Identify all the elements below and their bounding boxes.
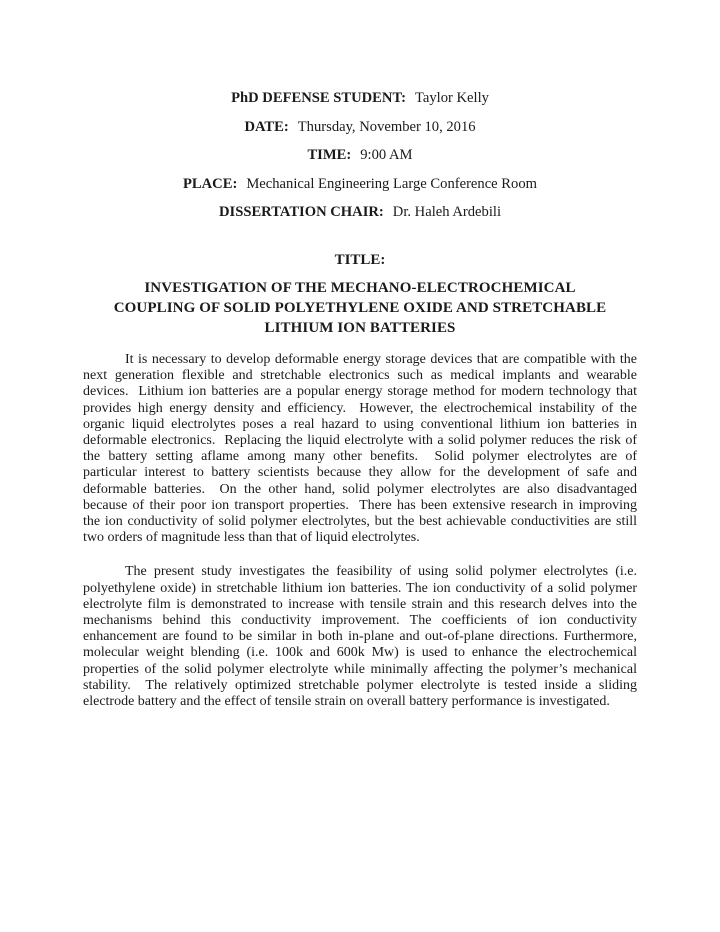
detail-value: Taylor Kelly: [414, 90, 489, 106]
detail-label: TIME:: [307, 147, 352, 164]
abstract-line: mechanisms behind this conductivity improvement. The coefficients of ion conductivity: [83, 613, 637, 629]
abstract-line: deformable batteries. On the other hand, solid polymer electrolytes are also disadvantaged: [83, 481, 637, 497]
abstract-line: the battery setting aflame among many other benefits. Solid polymer electrolytes are of: [83, 449, 637, 465]
title-heading: TITLE:: [334, 252, 386, 268]
abstract-line: because of their poor ion transport properties. There has been extensive research in improving: [83, 497, 637, 513]
abstract-line: provides high energy density and efficiency. However, the electrochemical instability of the: [83, 400, 637, 416]
abstract-line: It is necessary to develop deformable energy storage devices that are compatible with the: [125, 352, 637, 367]
dissertation-title-line: LITHIUM ION BATTERIES: [264, 320, 456, 337]
abstract-line: electrode battery and the effect of tensile strain on overall battery performance is investigated.: [83, 694, 610, 710]
abstract-line: stability. The relatively optimized stretchable polymer electrolyte is tested inside a sliding: [83, 677, 637, 693]
detail-value: Thursday, November 10, 2016: [297, 118, 476, 135]
abstract-line: devices. Lithium ion batteries are a popular energy storage method for modern technology that: [83, 384, 637, 400]
abstract-line: next generation flexible and stretchable electronics such as medical implants and wearable: [83, 368, 637, 384]
abstract-line: particular interest to battery scientists because they allow for the development of safe and: [83, 465, 637, 481]
dissertation-title-line: COUPLING OF SOLID POLYETHYLENE OXIDE AND STRETCHABLE: [113, 300, 607, 317]
dissertation-title: [83, 278, 637, 339]
abstract-line: polyethylene oxide) in stretchable lithium ion batteries. The ion conductivity of a solid polymer: [83, 580, 637, 596]
detail-value: Mechanical Engineering Large Conference Room: [246, 175, 537, 192]
page-content: [83, 0, 637, 932]
event-detail-line: [83, 170, 637, 199]
detail-value: 9:00 AM: [360, 147, 413, 164]
abstract-paragraph: [83, 564, 637, 710]
detail-value: Dr. Haleh Ardebili: [392, 204, 501, 221]
detail-label: DATE:: [244, 118, 289, 135]
abstract-line: deformable electronics. Replacing the liquid electrolyte with a solid polymer reduces the risk of: [83, 433, 637, 449]
event-detail-line: [83, 113, 637, 142]
abstract-line: two orders of magnitude less than that of liquid electrolytes.: [83, 530, 420, 546]
abstract-line: enhancement are found to be similar in both in-plane and out-of-plane directions. Furthermore,: [83, 629, 637, 645]
abstract-line: molecular weight blending (i.e. 100k and 600k Mw) is used to enhance the electrochemical: [83, 645, 637, 661]
abstract-line: electrolyte film is demonstrated to increase with tensile strain and this research delves into the: [83, 596, 637, 612]
abstract-line: the ion conductivity of solid polymer electrolytes, but the best achievable conductivities are still: [83, 514, 637, 530]
detail-label: PhD DEFENSE STUDENT:: [231, 90, 406, 106]
abstract-line: organic liquid electrolytes poses a real hazard to using conventional lithium ion batteries in: [83, 416, 637, 432]
detail-label: DISSERTATION CHAIR:: [219, 204, 384, 221]
abstract: [83, 352, 637, 710]
detail-label: PLACE:: [182, 175, 238, 192]
event-detail-line: [83, 198, 637, 227]
abstract-paragraph: [83, 352, 637, 546]
event-detail-line: [83, 141, 637, 170]
dissertation-title-line: INVESTIGATION OF THE MECHANO-ELECTROCHEMICAL: [144, 280, 576, 296]
abstract-line: The present study investigates the feasibility of using solid polymer electrolytes (i.e.: [125, 564, 637, 580]
event-details: [83, 84, 637, 227]
event-detail-line: [83, 84, 637, 113]
abstract-line: properties of the solid polymer electrolyte while minimally affecting the polymer’s mechanical: [83, 661, 637, 677]
